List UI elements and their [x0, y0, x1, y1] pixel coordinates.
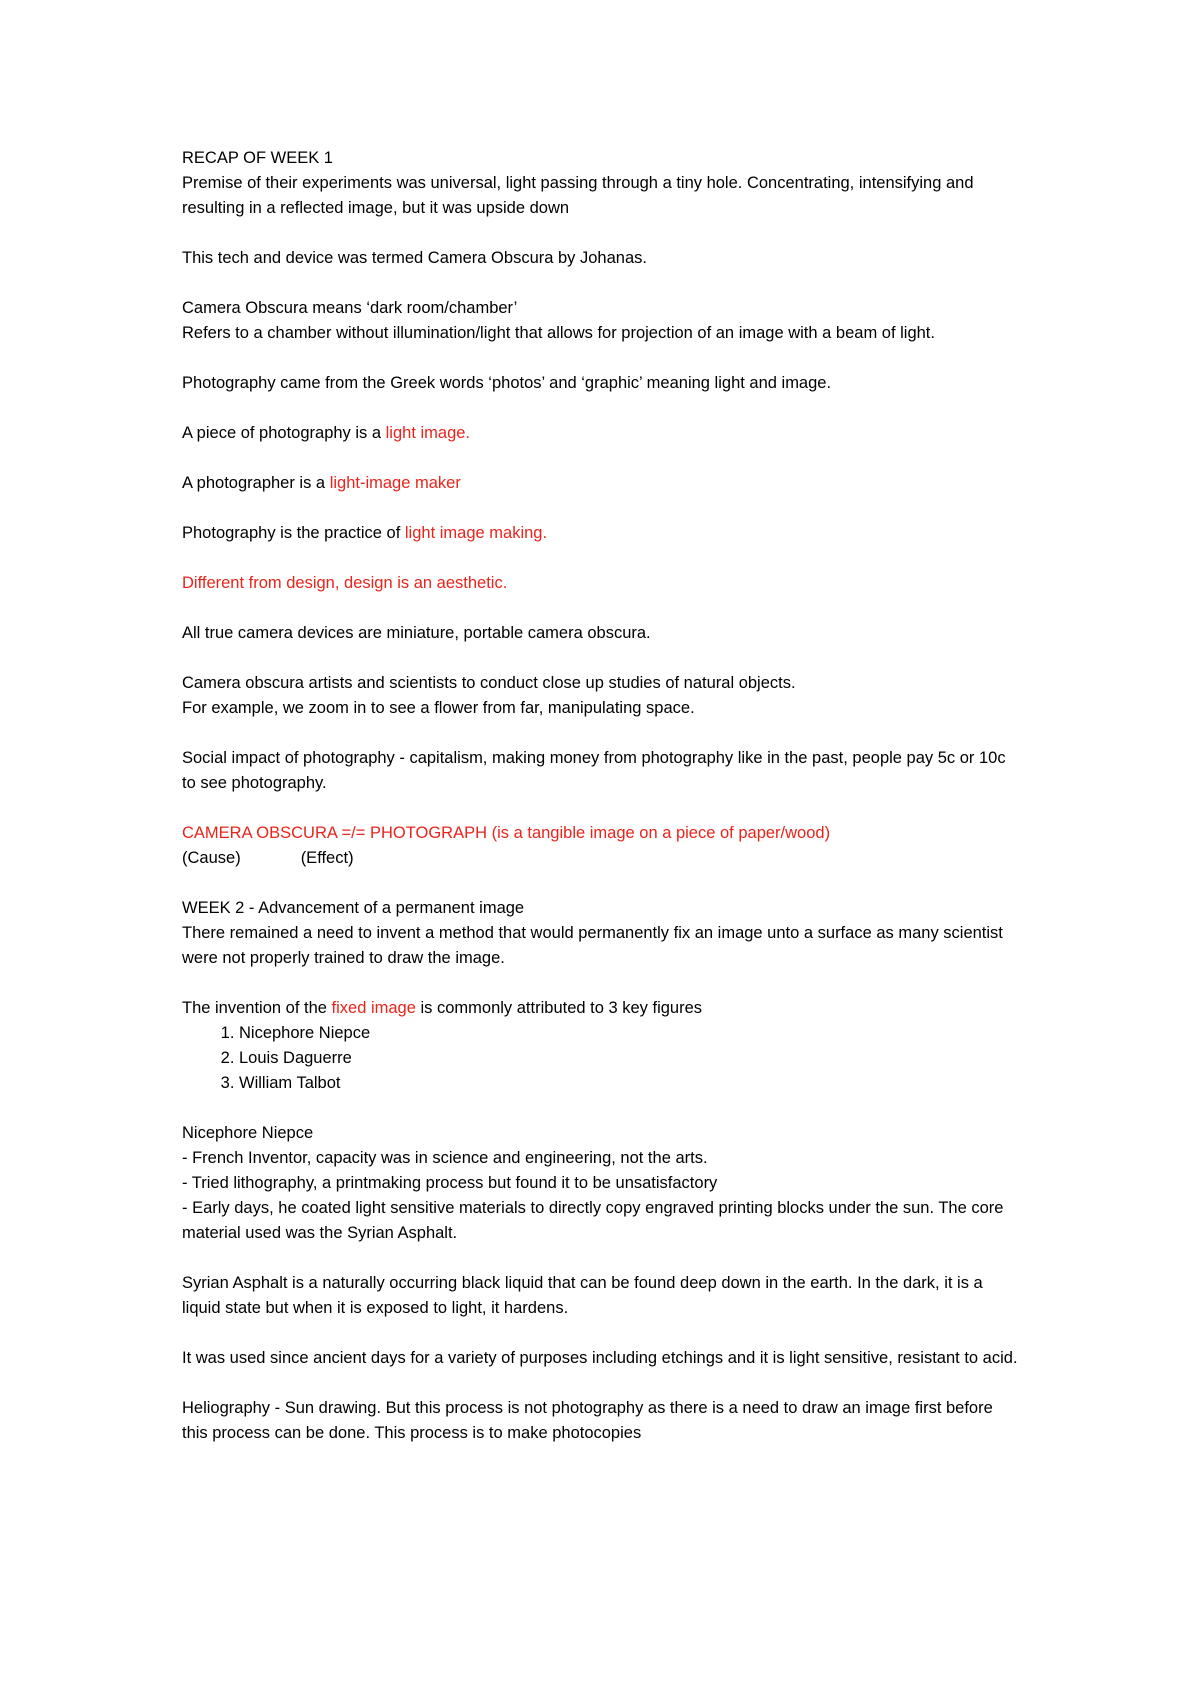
paragraph-greek-words: Photography came from the Greek words ‘photos’ and ‘graphic’ meaning light and image. — [182, 374, 832, 392]
paragraph-light-image — [182, 421, 1022, 446]
paragraph-practice — [182, 521, 1022, 546]
paragraph-heliography: Heliography - Sun drawing. But this process is not photography as there is a need to draw an image first before this process can be done. This process is to make photocopies — [182, 1399, 993, 1442]
paragraph-cause-effect — [182, 846, 1022, 871]
paragraph-camera-devices: All true camera devices are miniature, portable camera obscura. — [182, 624, 651, 642]
highlight-text: light-image maker — [329, 474, 461, 492]
section-title-week2: WEEK 2 - Advancement of a permanent image — [182, 899, 525, 917]
text: Photography is the practice of — [182, 524, 405, 542]
document-body — [182, 146, 1022, 1471]
highlight-text: light image making. — [404, 524, 548, 542]
paragraph-chamber-definition: Refers to a chamber without illumination/light that allows for projection of an image with a beam of light. — [182, 324, 935, 342]
paragraph-premise: Premise of their experiments was universal, light passing through a tiny hole. Concentrating, intensifying and resulting in a reflected image, but it was upside down — [182, 174, 974, 217]
list-item: 1. Nicephore Niepce — [239, 1021, 1022, 1046]
paragraph-ancient-uses: It was used since ancient days for a variety of purposes including etchings and it is light sensitive, resistant to acid. — [182, 1349, 1018, 1367]
paragraph-termed: This tech and device was termed Camera Obscura by Johanas. — [182, 249, 647, 267]
highlight-text: fixed image — [331, 999, 416, 1017]
text: The invention of the — [182, 999, 332, 1017]
highlight-text: light image. — [385, 424, 471, 442]
paragraph-close-up-studies: Camera obscura artists and scientists to conduct close up studies of natural objects. — [182, 674, 796, 692]
paragraph-social-impact: Social impact of photography - capitalism, making money from photography like in the past, people pay 5c or 10c to see photography. — [182, 749, 1006, 792]
text: A photographer is a — [182, 474, 330, 492]
list-item: 3. William Talbot — [239, 1071, 1022, 1096]
list-item: 2. Louis Daguerre — [239, 1046, 1022, 1071]
cause-label: (Cause) — [182, 849, 241, 867]
paragraph-design-note: Different from design, design is an aesthetic. — [182, 574, 508, 592]
bullet-early-days: - Early days, he coated light sensitive materials to directly copy engraved printing blocks under the sun. The core material used was the Syrian Asphalt. — [182, 1199, 1004, 1242]
paragraph-syrian-asphalt: Syrian Asphalt is a naturally occurring black liquid that can be found deep down in the earth. In the dark, it is a liquid state but when it is exposed to light, it hardens. — [182, 1274, 983, 1317]
paragraph-camera-obscura-meaning: Camera Obscura means ‘dark room/chamber’ — [182, 299, 518, 317]
paragraph-fixed-image — [182, 996, 1022, 1021]
bullet-french-inventor: - French Inventor, capacity was in science and engineering, not the arts. — [182, 1149, 708, 1167]
text: A piece of photography is a — [182, 424, 386, 442]
paragraph-photographer — [182, 471, 1022, 496]
text: is commonly attributed to 3 key figures — [415, 999, 703, 1017]
key-figures-list — [182, 1021, 1022, 1096]
effect-label: (Effect) — [300, 849, 354, 867]
section-title-niepce: Nicephore Niepce — [182, 1124, 314, 1142]
paragraph-zoom-example: For example, we zoom in to see a flower from far, manipulating space. — [182, 699, 695, 717]
bullet-lithography: - Tried lithography, a printmaking process but found it to be unsatisfactory — [182, 1174, 718, 1192]
section-title-week1: RECAP OF WEEK 1 — [182, 149, 333, 167]
paragraph-need-to-invent: There remained a need to invent a method that would permanently fix an image unto a surface as many scientist were not properly trained to draw the image. — [182, 924, 1003, 967]
paragraph-obscura-vs-photograph: CAMERA OBSCURA =/= PHOTOGRAPH (is a tangible image on a piece of paper/wood) — [182, 824, 831, 842]
